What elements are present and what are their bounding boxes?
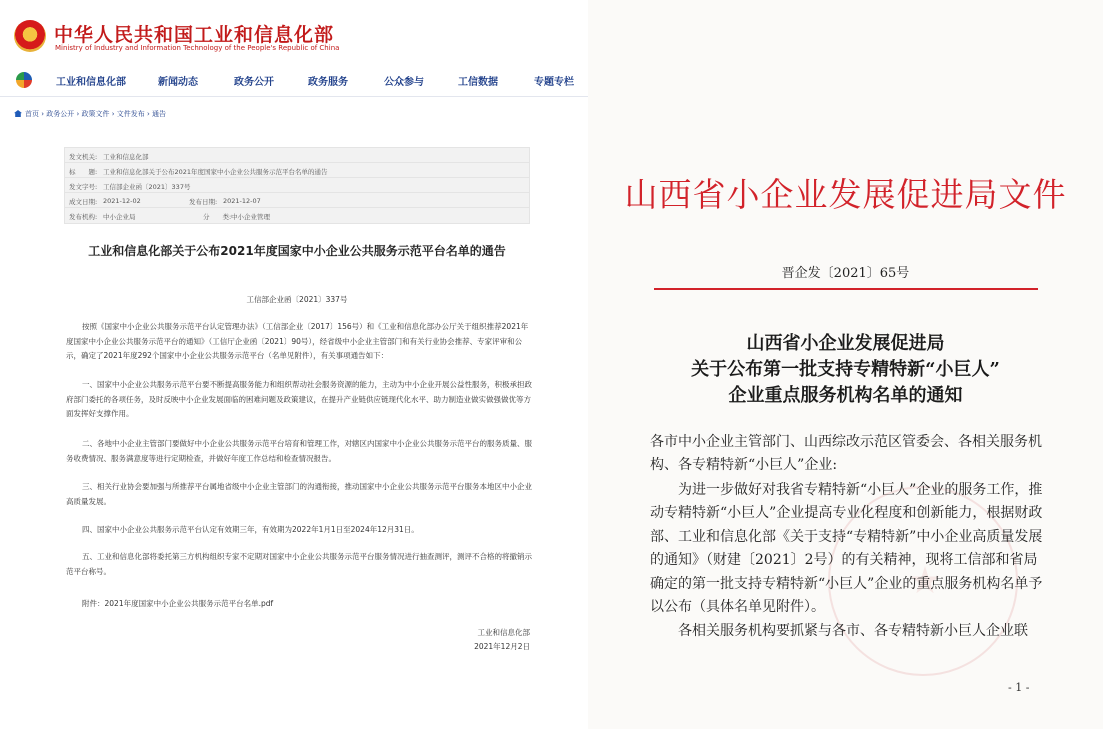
home-icon[interactable] bbox=[14, 110, 22, 117]
doc-meta-table bbox=[64, 147, 530, 224]
notice-title-line-2: 关于公布第一批支持专精特新“小巨人” bbox=[691, 359, 1000, 380]
meta-subject: 工业和信息化部关于公布2021年度国家中小企业公共服务示范平台名单的通告 bbox=[103, 168, 328, 176]
paragraph-3: 三、相关行业协会要加强与所推荐平台属地省级中小企业主管部门的沟通衔接，推动国家中小企业公共服务示范平台服务本地区中小企业高质量发展。 bbox=[66, 482, 532, 506]
meta-row-org bbox=[65, 208, 529, 223]
paragraph-2: 二、各地中小企业主管部门要做好中小企业公共服务示范平台培育和管理工作，对辖区内国家中小企业公共服务示范平台的服务质量、服务收费情况、服务满意度等进行定期检查，并做好年度工作总结和检查情况报告。 bbox=[66, 439, 532, 463]
paragraph-5: 五、工业和信息化部将委托第三方机构组织专家不定期对国家中小企业公共服务示范平台服务情况进行抽查测评，测评不合格的将撤销示范平台称号。 bbox=[66, 552, 532, 576]
nav-item-topics[interactable]: 专题专栏 bbox=[534, 77, 574, 88]
breadcrumb[interactable] bbox=[14, 109, 166, 119]
meta-category: 中小企业管理 bbox=[231, 213, 270, 221]
signature-org: 工业和信息化部 bbox=[477, 628, 530, 637]
doc-number: 工信部企业函〔2021〕337号 bbox=[246, 295, 348, 304]
meta-row-issuer bbox=[65, 148, 529, 163]
meta-row-subject bbox=[65, 163, 529, 178]
page-number: - 1 - bbox=[1008, 681, 1030, 694]
red-rule-divider bbox=[654, 288, 1038, 290]
site-subtitle: Ministry of Industry and Information Technology of the People's Republic of China bbox=[55, 44, 340, 52]
document-header: 山西省小企业发展促进局文件 bbox=[624, 175, 1067, 214]
meta-created: 2021-12-02 bbox=[103, 197, 141, 205]
meta-issuer-label: 发文机关: bbox=[69, 153, 98, 161]
nav-item-data[interactable]: 工信数据 bbox=[458, 77, 498, 88]
paragraph-4: 四、国家中小企业公共服务示范平台认定有效期三年，有效期为2022年1月1日至2024年12月31日。 bbox=[82, 525, 419, 534]
paragraph-intro: 按照《国家中小企业公共服务示范平台认定管理办法》（工信部企业〔2017〕156号）和《工业和信息化部办公厅关于组织推荐2021年度国家中小企业公共服务示范平台的通知》（工信厅企业函〔2021〕90号），经省级中小企业主管部门和有关行业协会推荐、专家评审和公示，确定了2021年度292个国家中小企业公共服务示范平台（名单见附件），有关事项通告如下： bbox=[66, 322, 529, 361]
nav-item-participation[interactable]: 公众参与 bbox=[384, 77, 424, 88]
addressee: 各市中小企业主管部门、山西综改示范区管委会、各相关服务机构、各专精特新“小巨人”企业: bbox=[650, 434, 1042, 474]
meta-published: 2021-12-07 bbox=[223, 197, 261, 205]
meta-subject-label: 标 题: bbox=[69, 168, 98, 176]
nav-item-news[interactable]: 新闻动态 bbox=[158, 77, 198, 88]
national-emblem-icon bbox=[14, 20, 46, 52]
meta-created-label: 成文日期: bbox=[69, 198, 98, 206]
body-paragraph-2: 各相关服务机构要抓紧与各市、各专精特新小巨人企业联 bbox=[678, 623, 1028, 639]
meta-issuer: 工业和信息化部 bbox=[103, 153, 149, 161]
meta-org: 中小企业局 bbox=[103, 213, 136, 221]
notice-title-line-3: 企业重点服务机构名单的通知 bbox=[728, 385, 963, 406]
meta-published-label: 发布日期: bbox=[189, 198, 218, 206]
main-nav bbox=[12, 72, 582, 88]
page-title: 工业和信息化部关于公布2021年度国家中小企业公共服务示范平台名单的通告 bbox=[88, 244, 506, 258]
meta-row-dates bbox=[65, 193, 529, 208]
meta-org-label: 发布机构: bbox=[69, 213, 98, 221]
notice-title-line-1: 山西省小企业发展促进局 bbox=[746, 333, 945, 354]
document-number: 晋企发〔2021〕65号 bbox=[781, 266, 910, 281]
attachment-link[interactable]: 附件：2021年度国家中小企业公共服务示范平台名单.pdf bbox=[82, 599, 274, 608]
meta-docno: 工信部企业函〔2021〕337号 bbox=[103, 183, 191, 191]
meta-docno-label: 发文字号: bbox=[69, 183, 98, 191]
signature-date: 2021年12月2日 bbox=[474, 642, 530, 651]
nav-item-gov-affairs[interactable]: 政务公开 bbox=[234, 77, 274, 88]
body-paragraph-1: 为进一步做好对我省专精特新“小巨人”企业的服务工作，推动专精特新“小巨人”企业提高专业化程度和创新能力，根据财政部、工业和信息化部《关于支持“专精特新”中小企业高质量发展的通知》（财建〔2021〕2号）的有关精神，现将工信部和省局确定的第一批支持专精特新“小巨人”企业的重点服务机构名单予以公布（具体名单见附件）。 bbox=[650, 482, 1043, 616]
breadcrumb-text[interactable]: 首页 › 政务公开 › 政策文件 › 文件发布 › 通告 bbox=[25, 110, 166, 118]
nav-item-services[interactable]: 政务服务 bbox=[308, 77, 348, 88]
nav-divider bbox=[0, 96, 588, 97]
meta-row-docno bbox=[65, 178, 529, 193]
shanxi-document-panel bbox=[588, 0, 1103, 729]
meta-category-label: 分 类: bbox=[203, 213, 232, 221]
site-title[interactable]: 中华人民共和国工业和信息化部 bbox=[54, 24, 335, 46]
nav-item-miit[interactable]: 工业和信息化部 bbox=[56, 77, 126, 88]
paragraph-1: 一、国家中小企业公共服务示范平台要不断提高服务能力和组织帮动社会服务资源的能力，主动为中小企业开展公益性服务，积极承担政府部门委托的各项任务，及时反映中小企业发展面临的困难问题及政策建议，在提升产业链供应链现代化水平、助力制造业做实做强做优等方面发挥好支撑作用。 bbox=[66, 380, 532, 419]
miit-logo-icon bbox=[16, 72, 32, 88]
